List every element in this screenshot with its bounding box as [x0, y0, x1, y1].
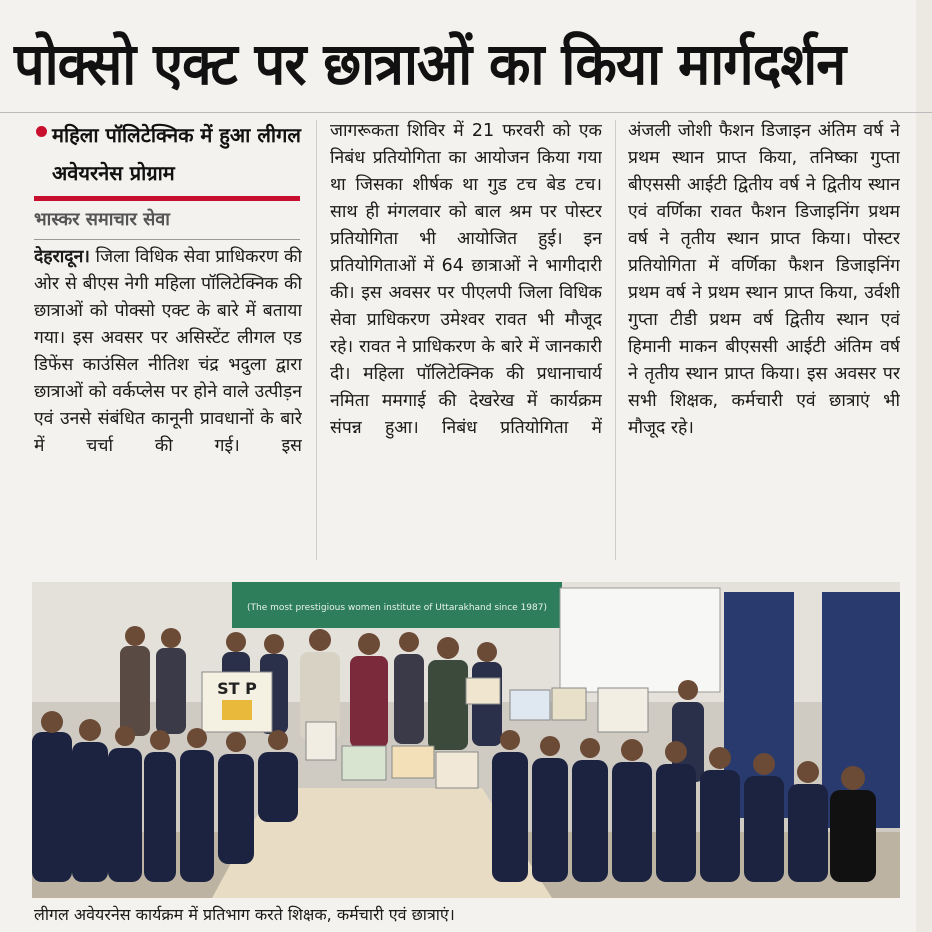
headline-divider [0, 112, 932, 113]
article-subheadline: महिला पॉलिटेक्निक में हुआ लीगल अवेयरनेस प्रोग्राम [52, 123, 301, 185]
photo-caption: लीगल अवेयरनेस कार्यक्रम में प्रतिभाग करते शिक्षक, कर्मचारी एवं छात्राएं। [34, 905, 455, 924]
adjacent-page-edge [916, 0, 932, 932]
group-photo [32, 582, 900, 898]
poster-stop-text: ST P [217, 679, 257, 698]
projector-screen [560, 588, 720, 692]
bullet-dot-icon [36, 126, 47, 137]
subheadline-red-rule [34, 196, 300, 201]
column-3-text: अंजली जोशी फैशन डिजाइन अंतिम वर्ष ने प्रथम स्थान प्राप्त किया, तनिष्का गुप्ता बीएससी आईटी द्वितीय वर्ष ने द्वितीय स्थान एवं वर्णिका रावत फैशन डिजाइनिंग प्रथम वर्ष ने तृतीय स्थान प्राप्त किया। पोस्टर प्रतियोगिता में वर्णिका फैशन डिजाइनिंग प्रथम वर्ष ने प्रथम स्थान प्राप्त किया, उर्वशी गुप्ता टीडी प्रथम वर्ष द्वितीय स्थान एवं हिमानी माकन बीएससी आईटी अंतिम वर्ष ने तृतीय स्थान प्राप्त किया। इस अवसर पर सभी शिक्षक, कर्मचारी एवं छात्राएं भी मौजूद रहे। [628, 121, 900, 438]
column-divider [615, 120, 616, 560]
column-1-text: जिला विधिक सेवा प्राधिकरण की ओर से बीएस नेगी महिला पॉलिटेक्निक की छात्राओं को पोक्सो एक्ट के बारे में बताया गया। इस अवसर पर असिस्टेंट लीगल एड डिफेंस काउंसिल नीतिश चंद्र भदुला द्वारा छात्राओं को वर्कप्लेस पर होने वाले उत्पीड़न एवं उनसे संबंधित कानूनी प्रावधानों के बारे में चर्चा की गई। इस [34, 247, 302, 456]
dateline: देहरादून। [34, 247, 90, 267]
column-2-text: जागरूकता शिविर में 21 फरवरी को एक निबंध प्रतियोगिता का आयोजन किया गया था जिसका शीर्षक था गुड टच बेड टच। साथ ही मंगलवार को बाल श्रम पर पोस्टर प्रतियोगिता भी आयोजित हुई। इन प्रतियोगिताओं में 64 छात्राओं ने भागीदारी की। इस अवसर पर पीएलपी जिला विधिक सेवा प्राधिकरण उमेश्वर रावत भी मौजूद रहे। रावत ने प्राधिकरण के बारे में जानकारी दी। महिला पॉलिटेक्निक की प्रधानाचार्य नमिता ममगाई की देखरेख में कार्यक्रम संपन्न हुआ। निबंध प्रतियोगिता में [330, 121, 602, 438]
news-source-credit: भास्कर समाचार सेवा [34, 209, 170, 230]
source-divider [34, 239, 300, 240]
group-photo-illustration [32, 582, 900, 898]
article-column-1 [34, 244, 302, 556]
article-column-3 [628, 118, 900, 558]
article-headline: पोक्सो एक्ट पर छात्राओं का किया मार्गदर्शन [14, 30, 846, 98]
column-divider [316, 120, 317, 560]
article-column-2 [330, 118, 602, 558]
institute-banner-text: (The most prestigious women institute of Uttarakhand since 1987) [246, 603, 548, 613]
